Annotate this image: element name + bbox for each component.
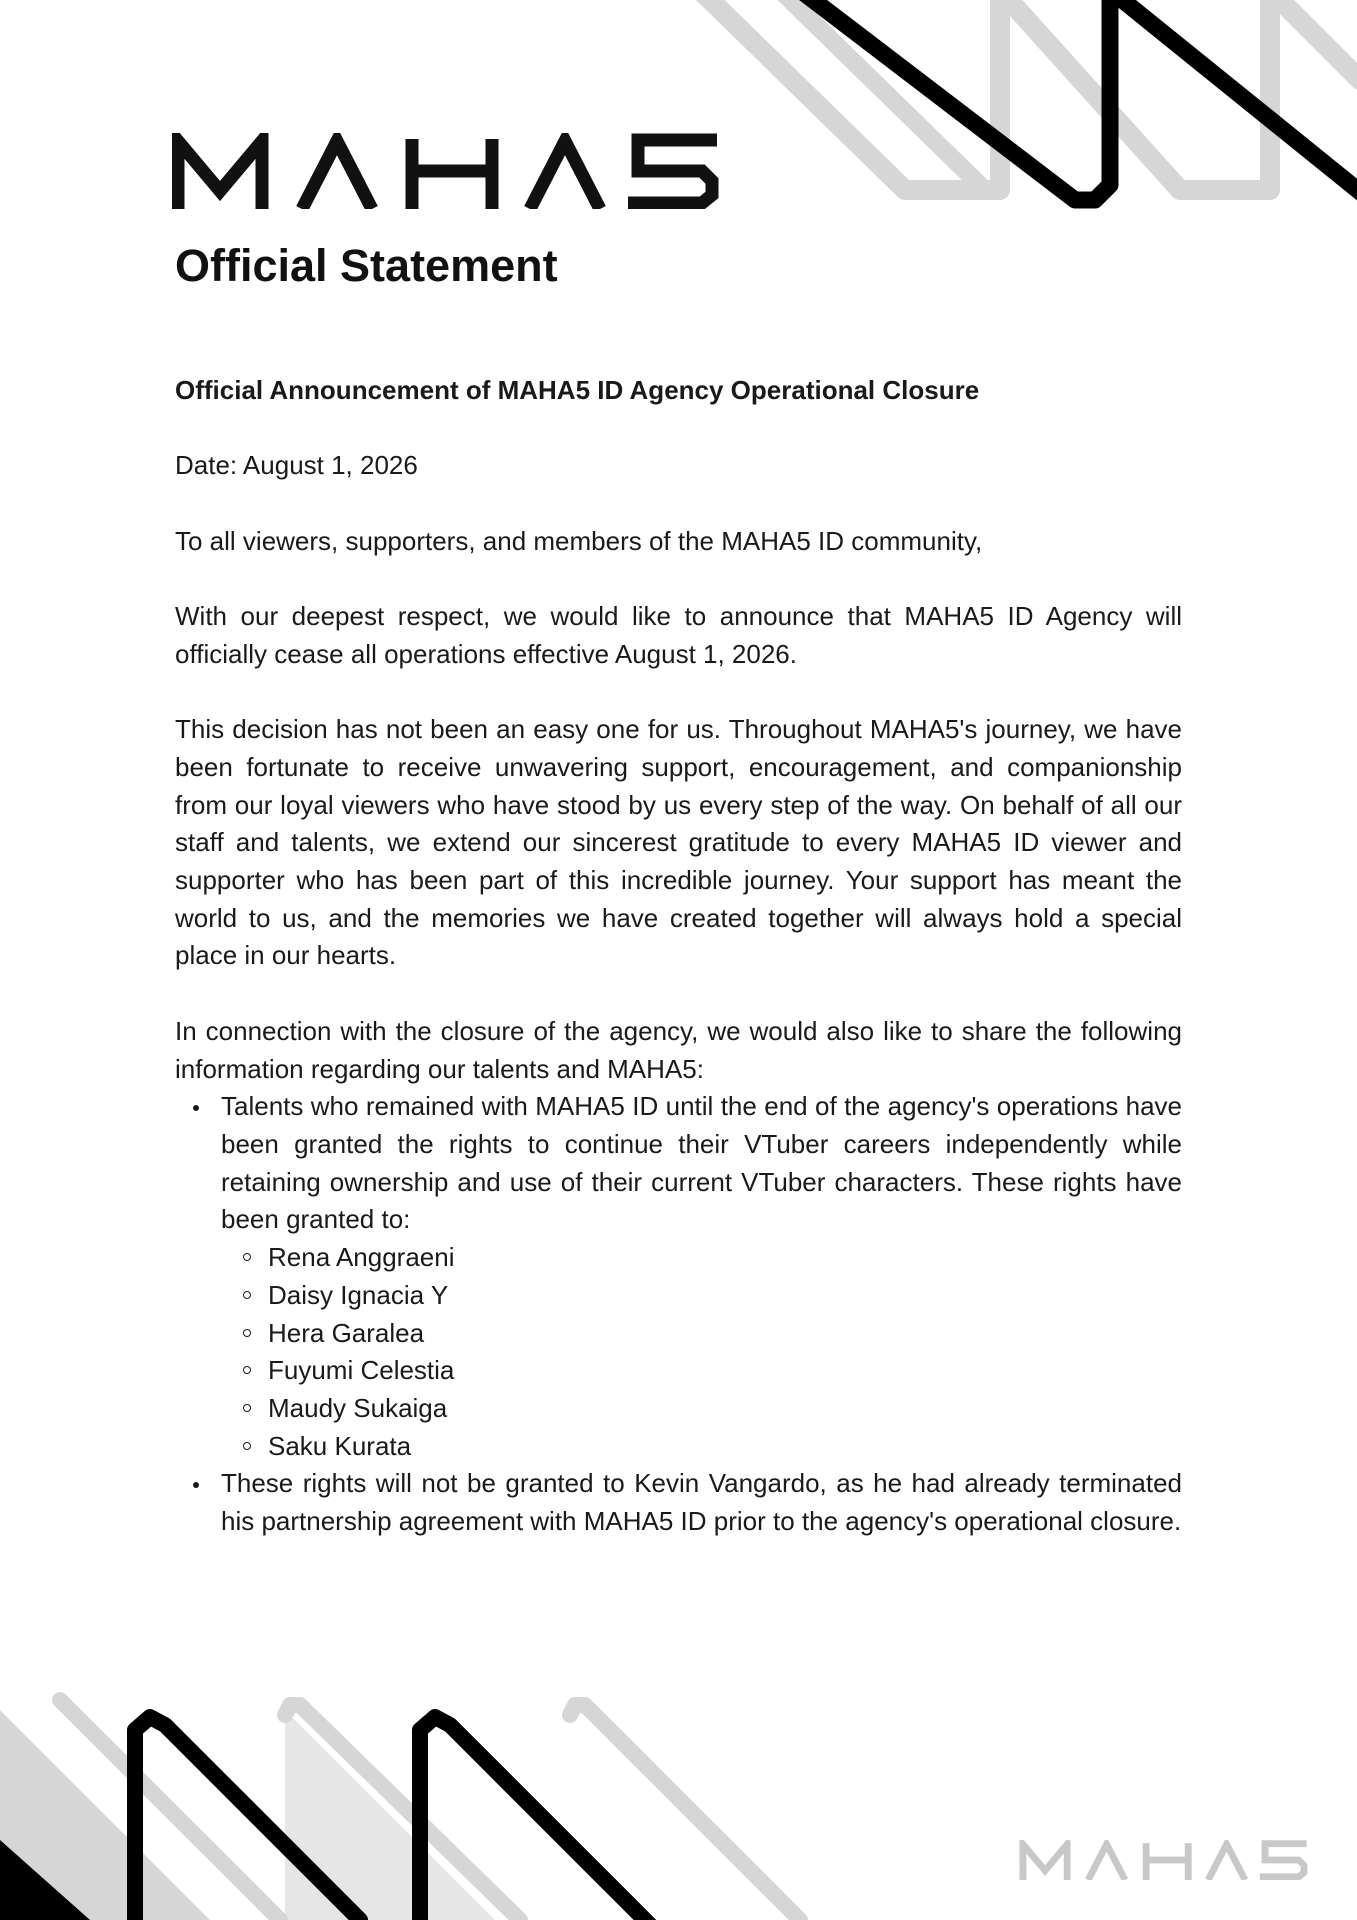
talent-name: Daisy Ignacia Y <box>268 1277 1182 1315</box>
talent-name: Fuyumi Celestia <box>268 1352 1182 1390</box>
maha5-logo <box>172 133 720 209</box>
talent-names-list <box>221 1239 1182 1465</box>
paragraph-gratitude: This decision has not been an easy one for us. Throughout MAHA5's journey, we have been fortunate to receive unwavering support, encouragement, and companionship from our loyal viewers who have stood by us every step of the way. On behalf of all our staff and talents, we extend our sincerest gratitude to every MAHA5 ID viewer and supporter who has been part of this incredible journey. Your support has meant the world to us, and the memories we have created together will always hold a special place in our hearts. <box>175 714 1182 971</box>
paragraph-talent-info-intro: In connection with the closure of the agency, we would also like to share the following information regarding our talents and MAHA5: <box>175 1015 1182 1084</box>
talent-name: Saku Kurata <box>268 1428 1182 1466</box>
talent-name: Maudy Sukaiga <box>268 1390 1182 1428</box>
announcement-subject: Official Announcement of MAHA5 ID Agency Operational Closure <box>175 375 980 405</box>
talent-info-list <box>175 1088 1182 1540</box>
page-title: Official Statement <box>175 240 558 291</box>
list-item-rights-not-granted: These rights will not be granted to Kevin Vangardo, as he had already terminated his partnership agreement with MAHA5 ID prior to the agency's operational closure. <box>221 1465 1182 1540</box>
announcement-date: Date: August 1, 2026 <box>175 450 418 481</box>
list-item-rights-granted <box>221 1088 1182 1465</box>
statement-body <box>175 372 1182 1541</box>
maha5-footer-logo <box>1018 1840 1310 1880</box>
paragraph-closure-notice: With our deepest respect, we would like to announce that MAHA5 ID Agency will officially cease all operations effective August 1, 2026. <box>175 601 1182 669</box>
talent-name: Hera Garalea <box>268 1315 1182 1353</box>
salutation: To all viewers, supporters, and members of the MAHA5 ID community, <box>175 525 983 556</box>
talent-name: Rena Anggraeni <box>268 1239 1182 1277</box>
rights-granted-text: Talents who remained with MAHA5 ID until the end of the agency's operations have been granted the rights to continue their VTuber careers independently while retaining ownership and use of their current VTuber characters. These rights have been granted to: <box>221 1091 1182 1235</box>
